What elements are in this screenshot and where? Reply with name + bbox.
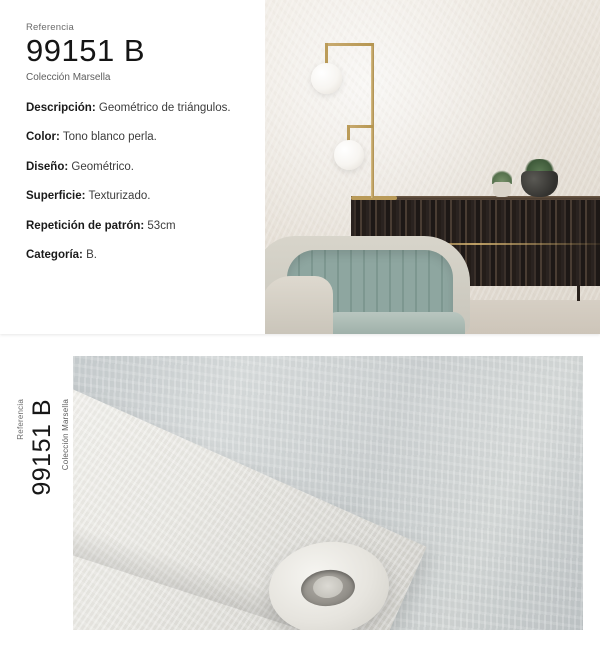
lamp-arm-lower xyxy=(347,125,374,128)
spec-repeticion xyxy=(26,219,245,235)
lamp-arm-upper xyxy=(325,43,374,46)
spec-color-key: Color: xyxy=(26,131,60,144)
spec-color xyxy=(26,130,245,146)
vertical-label-group xyxy=(16,399,70,599)
spec-descripcion xyxy=(26,101,245,117)
spec-categoria-key: Categoría: xyxy=(26,249,83,262)
spec-categoria-value: B. xyxy=(86,249,97,262)
spec-categoria xyxy=(26,248,245,264)
lamp-globe-lower xyxy=(334,140,364,170)
wallpaper-roll-photo xyxy=(73,356,583,630)
spec-repeticion-key: Repetición de patrón: xyxy=(26,219,145,232)
spec-color-value: Tono blanco perla. xyxy=(62,131,157,144)
lamp-globe-upper xyxy=(311,63,342,94)
collection-name: Colección Marsella xyxy=(26,71,111,83)
spec-descripcion-key: Descripción: xyxy=(26,101,96,114)
lamp-stem xyxy=(371,44,374,198)
plant-pot-dark xyxy=(521,171,558,197)
spec-superficie-value: Texturizado. xyxy=(88,190,151,203)
spec-repeticion-value: 53cm xyxy=(147,219,176,232)
reference-number: 99151 B xyxy=(26,33,145,68)
spec-descripcion-value: Geométrico de triángulos. xyxy=(98,101,231,114)
roll-collection-name: Colección Marsella xyxy=(61,399,70,471)
spec-diseno-value: Geométrico. xyxy=(71,160,135,173)
roll-reference-number: 99151 B xyxy=(28,399,56,496)
spec-superficie xyxy=(26,189,245,205)
spec-diseno-key: Diseño: xyxy=(26,160,69,173)
plant-pot-light xyxy=(493,182,511,197)
spec-diseno xyxy=(26,160,245,176)
product-roll-card xyxy=(0,341,600,645)
lamp-base xyxy=(351,196,397,200)
reference-label: Referencia xyxy=(26,22,74,33)
sideboard-leg-right xyxy=(577,285,580,301)
spec-superficie-key: Superficie: xyxy=(26,190,86,203)
room-scene-photo xyxy=(265,0,600,334)
sofa-seat xyxy=(325,312,465,334)
product-info-pane xyxy=(0,0,265,334)
sofa-armrest xyxy=(265,276,333,334)
roll-reference-label: Referencia xyxy=(16,399,25,440)
